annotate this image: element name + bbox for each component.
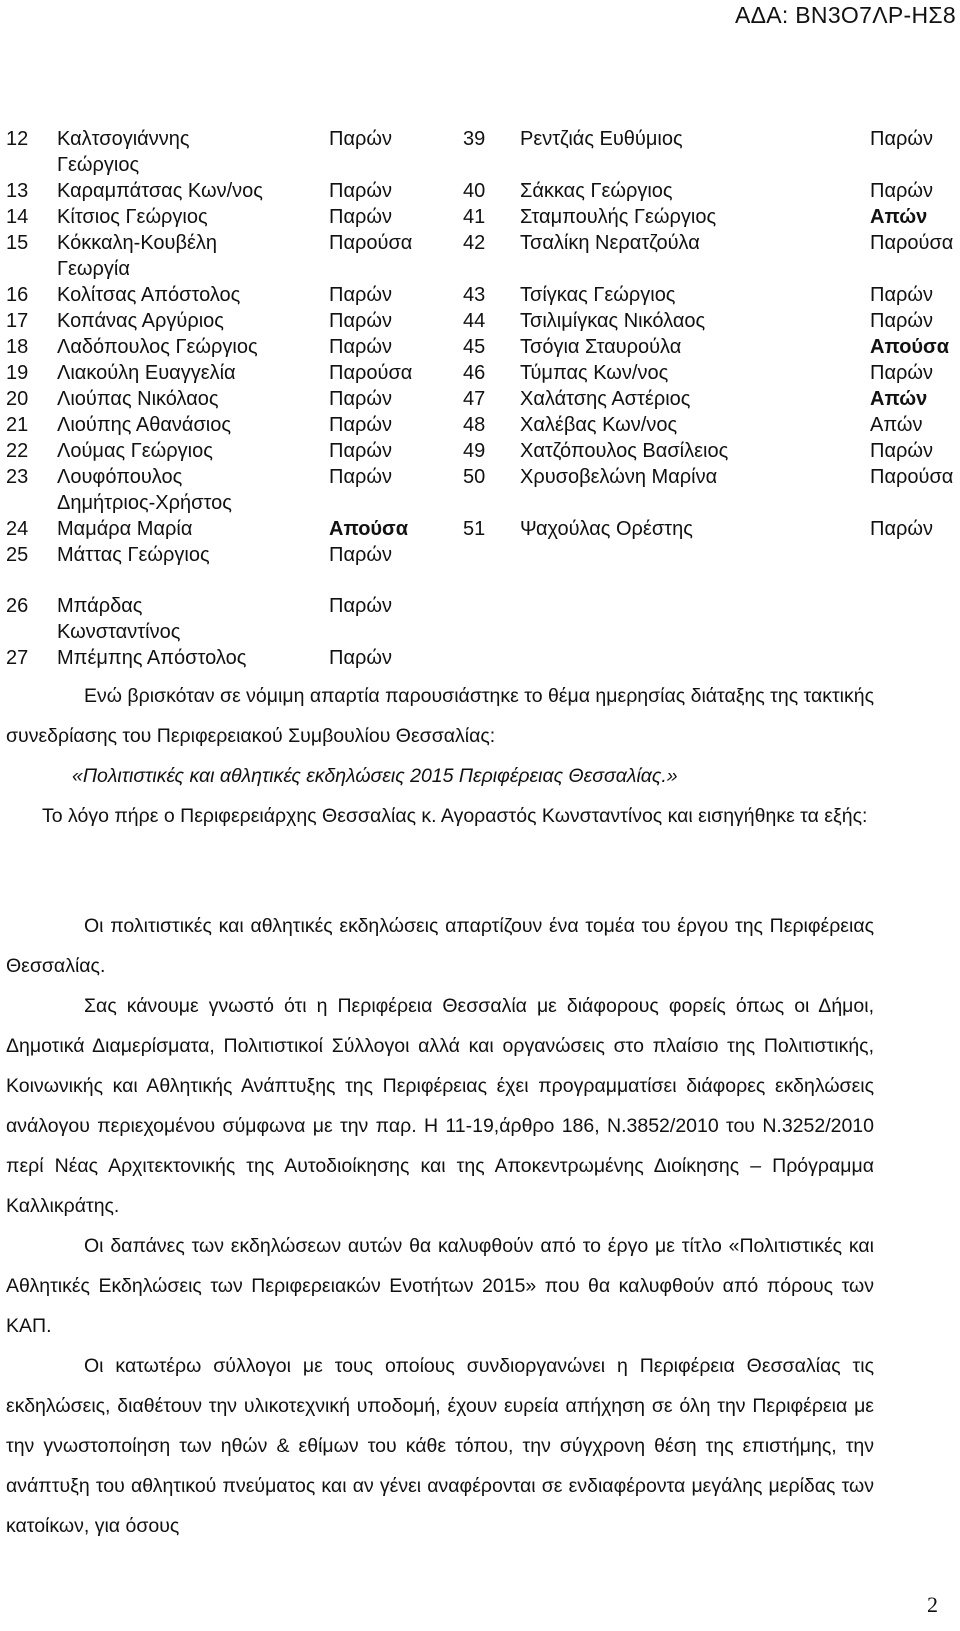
- member-number: 21: [6, 414, 29, 436]
- body-paragraph-2: Σας κάνουμε γνωστό ότι η Περιφέρεια Θεσσαλία με διάφορους φορείς όπως οι Δήμοι, Δημοτικά Διαμερίσματα, Πολιτιστικοί Σύλλογοι αλλά και οργανώσεις στο πλαίσιο της Πολιτιστικής, Κοινωνικής και Αθλητικής Ανάπτυξης της Περιφέρειας έχει προγραμματίσει διάφορες εκδηλώσεις ανάλογου περιεχομένου σύμφωνα με την παρ. Η 11-19,άρθρο 186, Ν.3852/2010 του Ν.3252/2010 περί Νέας Αρχιτεκτονικής της Αυτοδιοίκησης και της Αποκεντρωμένης Διοίκησης – Πρόγραμμα Καλλικράτης.: [6, 995, 874, 1217]
- member-number: 27: [6, 647, 29, 669]
- member-name: Σάκκας Γεώργιος: [520, 180, 673, 202]
- member-name: Τσόγια Σταυρούλα: [520, 336, 682, 358]
- member-status: Απούσα: [870, 336, 950, 358]
- member-name: Κίτσιος Γεώργιος: [57, 206, 208, 228]
- member-name: Χαλάτσης Αστέριος: [520, 388, 691, 410]
- member-name: Χατζόπουλος Βασίλειος: [520, 440, 729, 462]
- member-name: Γεώργιος: [57, 154, 140, 176]
- member-status: [329, 490, 463, 516]
- member-number: 39: [463, 128, 486, 150]
- member-status: Παρών: [329, 128, 392, 150]
- member-name: Κολίτσας Απόστολος: [57, 284, 241, 306]
- member-status: Παρών: [329, 310, 392, 332]
- attendance-row: [6, 412, 956, 438]
- member-status: Απών: [870, 414, 923, 436]
- member-name: Τσίγκας Γεώργιος: [520, 284, 676, 306]
- member-number: [6, 619, 57, 645]
- member-status: [870, 256, 956, 282]
- attendance-row: [6, 516, 956, 542]
- member-name: Λουφόπουλος: [57, 466, 183, 488]
- member-name: Χρυσοβελώνη Μαρίνα: [520, 466, 718, 488]
- member-number: 41: [463, 206, 486, 228]
- member-number: [463, 256, 520, 282]
- member-status: [329, 256, 463, 282]
- member-number: 19: [6, 362, 29, 384]
- member-status: [870, 542, 956, 568]
- member-number: 42: [463, 232, 486, 254]
- member-status: Παρών: [329, 647, 392, 669]
- member-number: [463, 619, 520, 645]
- member-status: Παρούσα: [329, 232, 413, 254]
- agenda-topic: «Πολιτιστικές και αθλητικές εκδηλώσεις 2015 Περιφέρειας Θεσσαλίας.»: [72, 765, 678, 787]
- member-name: Ρεντζιάς Ευθύμιος: [520, 128, 683, 150]
- member-name: Τσιλιμίγκας Νικόλαος: [520, 310, 706, 332]
- member-number: 45: [463, 336, 486, 358]
- member-name: Μαμάρα Μαρία: [57, 518, 193, 540]
- attendance-row: [6, 126, 956, 152]
- member-number: 20: [6, 388, 29, 410]
- member-status: Παρών: [329, 206, 392, 228]
- member-number: 46: [463, 362, 486, 384]
- member-status: [870, 490, 956, 516]
- member-status: Παρών: [329, 180, 392, 202]
- body-paragraph-3: Οι δαπάνες των εκδηλώσεων αυτών θα καλυφθούν από το έργο με τίτλο «Πολιτιστικές και Αθλητικές Εκδηλώσεις των Περιφερειακών Ενοτήτων 2015» που θα καλυφθούν από πόρους των ΚΑΠ.: [6, 1235, 874, 1337]
- member-number: 23: [6, 466, 29, 488]
- member-name: Λιακούλη Ευαγγελία: [57, 362, 236, 384]
- member-status: Παρών: [329, 595, 392, 617]
- member-name: Μάττας Γεώργιος: [57, 544, 210, 566]
- row-gap: [6, 568, 956, 593]
- attendance-row: [6, 386, 956, 412]
- member-status: Παρούσα: [870, 466, 954, 488]
- speaker-paragraph: Το λόγο πήρε ο Περιφερειάρχης Θεσσαλίας κ. Αγοραστός Κωνσταντίνος και εισηγήθηκε τα εξής:: [42, 805, 868, 827]
- member-status: [329, 152, 463, 178]
- member-number: [463, 645, 520, 671]
- member-name: [520, 619, 870, 645]
- member-number: 17: [6, 310, 29, 332]
- member-number: [463, 593, 520, 619]
- intro-paragraph: Ενώ βρισκόταν σε νόμιμη απαρτία παρουσιάστηκε το θέμα ημερησίας διάταξης της τακτικής συνεδρίασης του Περιφερειακού Συμβουλίου Θεσσαλίας:: [6, 685, 874, 747]
- member-number: 26: [6, 595, 29, 617]
- member-status: Παρών: [329, 336, 392, 358]
- intro-section: [6, 676, 874, 836]
- member-name: Λιούπας Νικόλαος: [57, 388, 219, 410]
- member-number: [6, 490, 57, 516]
- member-name: Καραμπάτσας Κων/νος: [57, 180, 263, 202]
- member-number: 25: [6, 544, 29, 566]
- body-paragraph-1: Οι πολιτιστικές και αθλητικές εκδηλώσεις απαρτίζουν ένα τομέα του έργου της Περιφέρειας Θεσσαλίας.: [6, 915, 874, 977]
- member-name: [520, 256, 870, 282]
- member-name: Σταμπουλής Γεώργιος: [520, 206, 717, 228]
- member-name: [520, 645, 870, 671]
- attendance-row: [6, 464, 956, 490]
- member-number: 44: [463, 310, 486, 332]
- attendance-row: [6, 152, 956, 178]
- member-number: 15: [6, 232, 29, 254]
- attendance-row: [6, 308, 956, 334]
- member-name: [520, 152, 870, 178]
- member-status: Παρών: [870, 284, 933, 306]
- ada-code: ΑΔΑ: ΒΝ3Ο7ΛΡ-ΗΣ8: [734, 2, 956, 28]
- member-name: Λούμας Γεώργιος: [57, 440, 213, 462]
- attendance-row: [6, 619, 956, 645]
- member-status: [870, 619, 956, 645]
- member-number: 22: [6, 440, 29, 462]
- member-name: Κόκκαλη-Κουβέλη: [57, 232, 218, 254]
- member-number: [463, 490, 520, 516]
- member-name: Λαδόπουλος Γεώργιος: [57, 336, 258, 358]
- member-status: Παρών: [329, 414, 392, 436]
- attendance-row: [6, 334, 956, 360]
- member-status: Παρών: [329, 544, 392, 566]
- member-status: Απών: [870, 388, 928, 410]
- member-status: Παρούσα: [329, 362, 413, 384]
- attendance-table: [6, 126, 956, 671]
- member-number: [463, 542, 520, 568]
- member-name: [520, 542, 870, 568]
- member-number: 18: [6, 336, 29, 358]
- member-status: Παρούσα: [870, 232, 954, 254]
- member-number: 24: [6, 518, 29, 540]
- member-status: Παρών: [870, 128, 933, 150]
- member-number: 14: [6, 206, 29, 228]
- member-status: Παρών: [329, 466, 392, 488]
- member-number: 47: [463, 388, 486, 410]
- member-status: Παρών: [329, 440, 392, 462]
- member-name: Μπέμπης Απόστολος: [57, 647, 247, 669]
- attendance-row: [6, 230, 956, 256]
- member-status: Παρών: [329, 284, 392, 306]
- member-name: [520, 593, 870, 619]
- member-name: Λιούπης Αθανάσιος: [57, 414, 232, 436]
- member-status: Παρών: [870, 310, 933, 332]
- member-number: [6, 256, 57, 282]
- member-number: 51: [463, 518, 486, 540]
- member-name: Ψαχούλας Ορέστης: [520, 518, 693, 540]
- attendance-row: [6, 438, 956, 464]
- member-status: [329, 619, 463, 645]
- member-number: 13: [6, 180, 29, 202]
- attendance-row: [6, 645, 956, 671]
- member-status: Παρών: [870, 440, 933, 462]
- member-status: Παρών: [870, 518, 933, 540]
- member-name: [520, 490, 870, 516]
- attendance-row: [6, 256, 956, 282]
- member-name: Καλτσογιάννης: [57, 128, 190, 150]
- attendance-row: [6, 542, 956, 568]
- attendance-row: [6, 593, 956, 619]
- member-number: 43: [463, 284, 486, 306]
- member-number: 49: [463, 440, 486, 462]
- member-name: Χαλέβας Κων/νος: [520, 414, 678, 436]
- member-name: Τσαλίκη Νερατζούλα: [520, 232, 700, 254]
- member-name: Κοπάνας Αργύριος: [57, 310, 224, 332]
- member-status: Απούσα: [329, 518, 409, 540]
- member-number: 16: [6, 284, 29, 306]
- member-name: Κωνσταντίνος: [57, 621, 181, 643]
- member-status: [870, 593, 956, 619]
- member-status: Παρών: [870, 180, 933, 202]
- member-status: [870, 645, 956, 671]
- attendance-row: [6, 282, 956, 308]
- body-paragraph-4: Οι κατωτέρω σύλλογοι με τους οποίους συνδιοργανώνει η Περιφέρεια Θεσσαλίας τις εκδηλώσεις, διαθέτουν την υλικοτεχνική υποδομή, έχουν ευρεία απήχηση σε όλη την Περιφέρεια με την γνωστοποίηση των ηθών & εθίμων του κάθε τόπου, την σύγχρονη θέση της επιστήμης, την ανάπτυξη του αθλητικού πνεύματος και αν γένει αναφέρονται σε ενδιαφέροντα μεγάλης μερίδας των κατοίκων, για όσους: [6, 1355, 874, 1537]
- member-name: Μπάρδας: [57, 595, 143, 617]
- attendance-row: [6, 490, 956, 516]
- attendance-row: [6, 360, 956, 386]
- member-number: 48: [463, 414, 486, 436]
- member-status: Παρών: [329, 388, 392, 410]
- attendance-row: [6, 204, 956, 230]
- member-name: Δημήτριος-Χρήστος: [57, 492, 232, 514]
- member-name: Τύμπας Κων/νος: [520, 362, 669, 384]
- attendance-row: [6, 178, 956, 204]
- body-section: [6, 906, 874, 1546]
- member-number: 40: [463, 180, 486, 202]
- member-number: 12: [6, 128, 29, 150]
- member-number: 50: [463, 466, 486, 488]
- member-status: Παρών: [870, 362, 933, 384]
- page-number: 2: [927, 1592, 938, 1617]
- member-status: [870, 152, 956, 178]
- member-name: Γεωργία: [57, 258, 130, 280]
- member-number: [463, 152, 520, 178]
- member-number: [6, 152, 57, 178]
- member-status: Απών: [870, 206, 928, 228]
